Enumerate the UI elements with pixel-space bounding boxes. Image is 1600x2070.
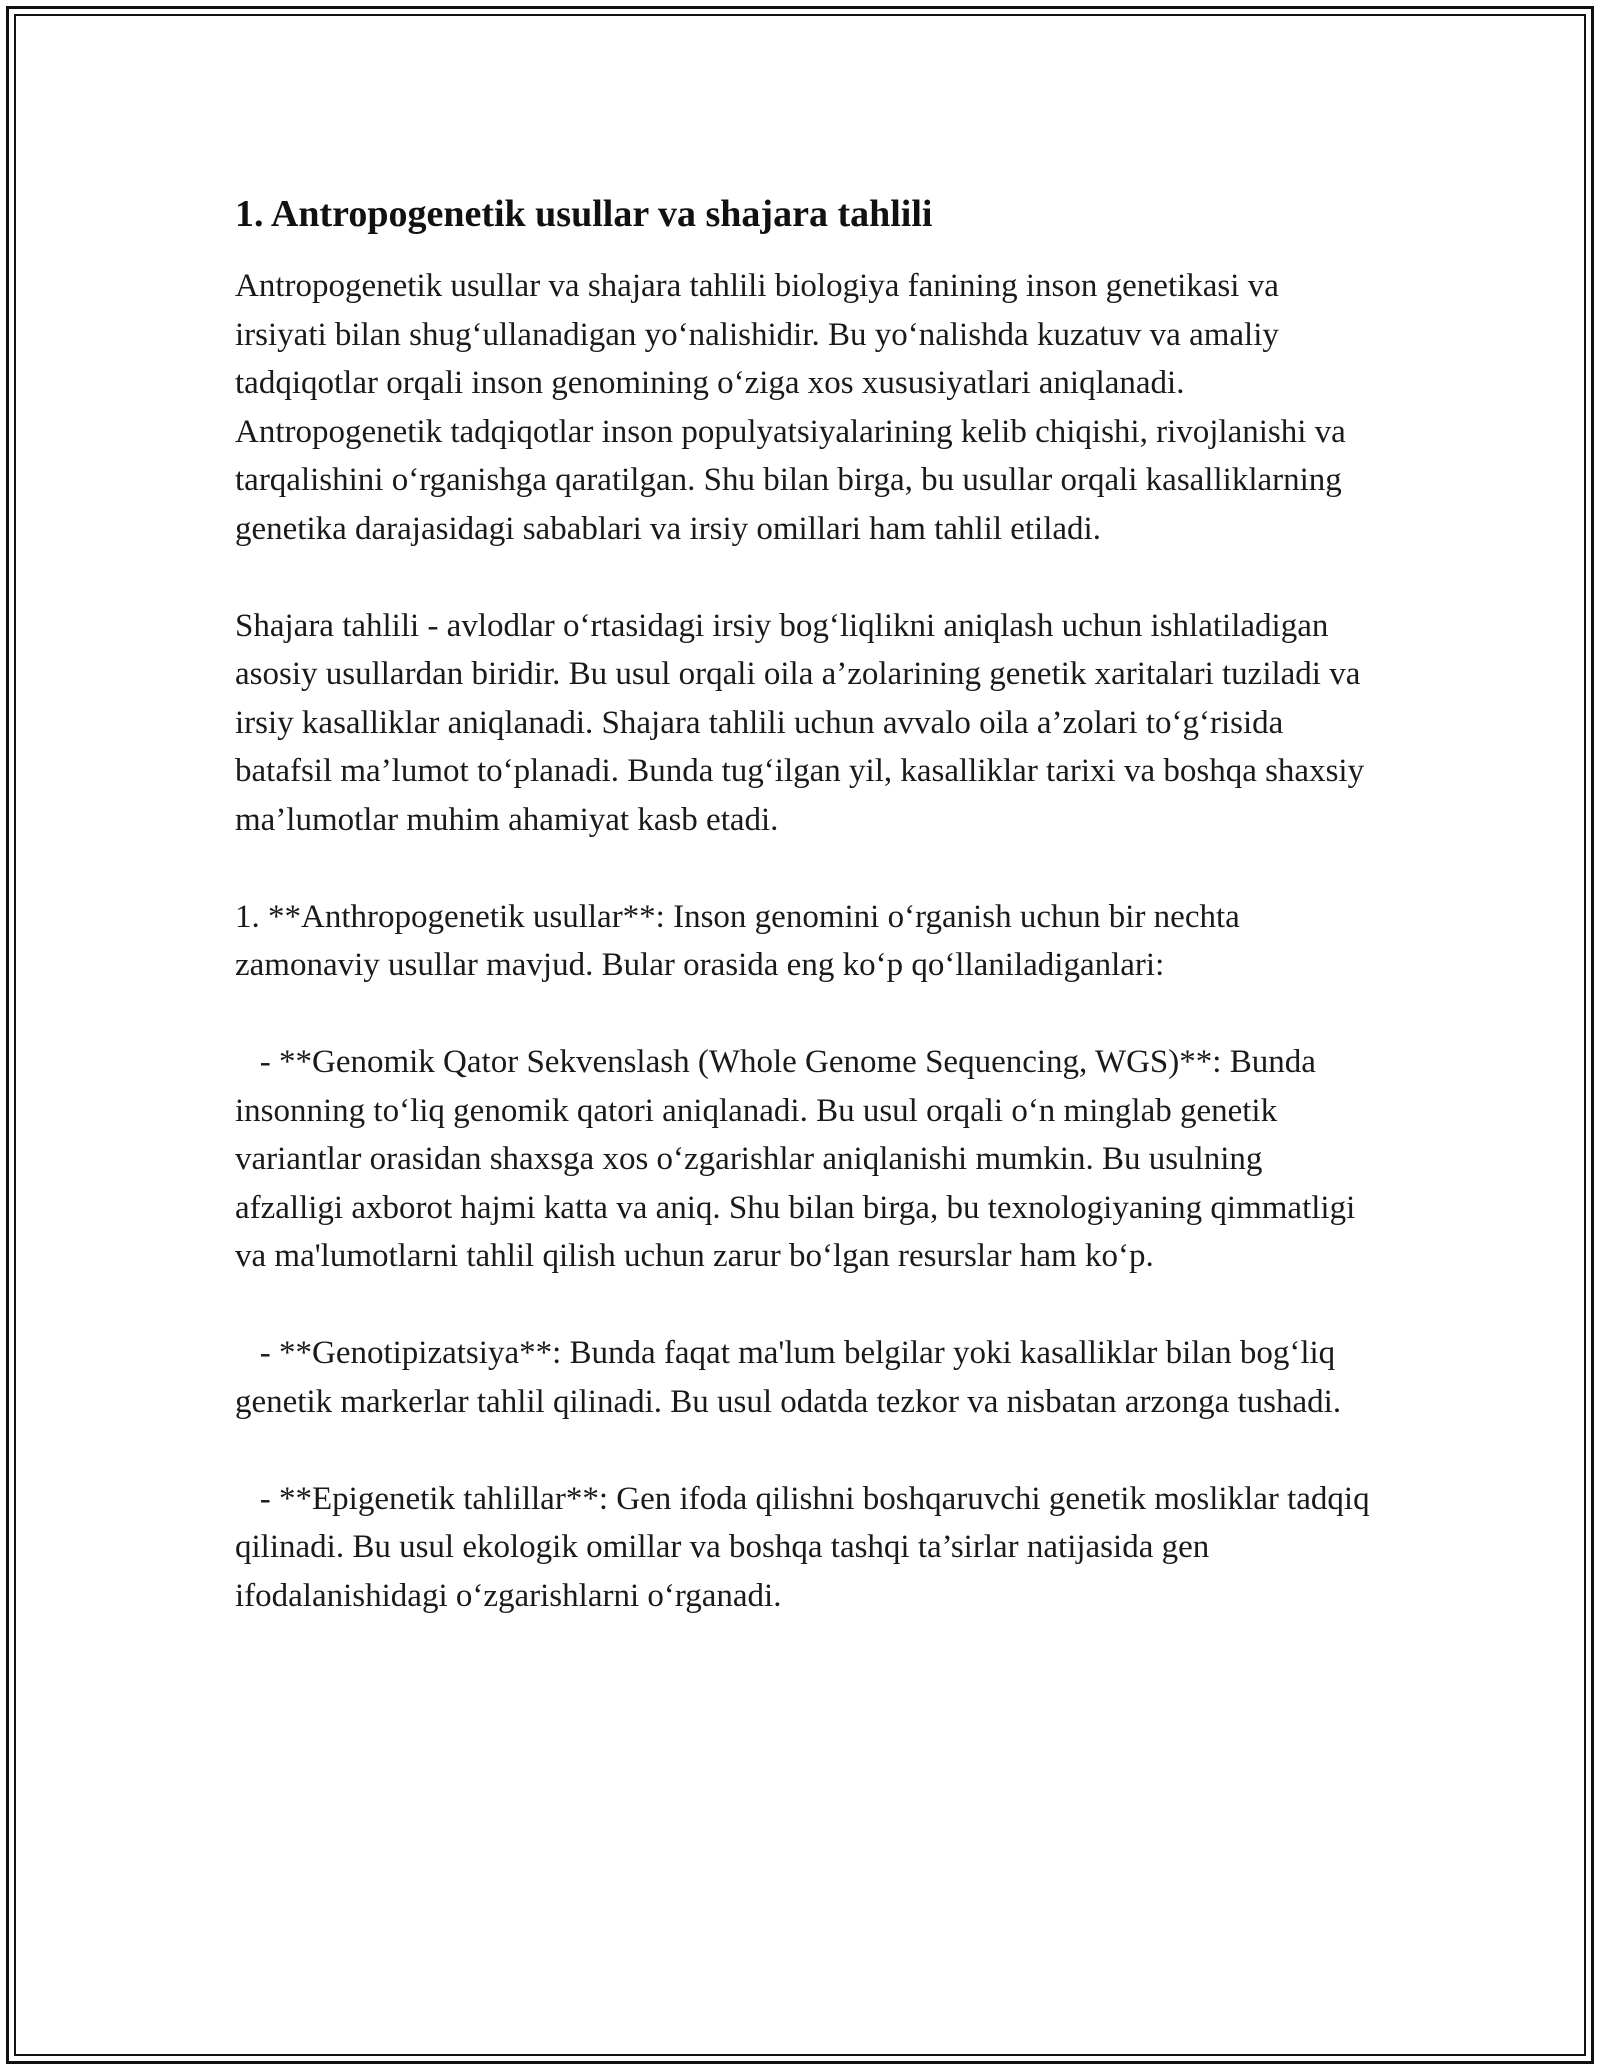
intro-paragraph: Antropogenetik usullar va shajara tahlili biologiya fanining inson genetikasi va irsiyati bilan shug‘ullanadigan yo‘nalishidir. Bu yo‘nalishda kuzatuv va amaliy tadqiqotlar orqali inson genomining o‘ziga xos xususiyatlari aniqlanadi. Antropogenetik tadqiqotlar inson populyatsiyalarining kelib chiqishi, rivojlanishi va tarqalishini o‘rganishga qaratilgan. Shu bilan birga, bu usullar orqali kasalliklarning genetika darajasidagi sabablari va irsiy omillari ham tahlil etiladi. [235, 268, 1355, 547]
document-body [235, 186, 1378, 1669]
list-item-epigenetics: - **Epigenetik tahlillar**: Gen ifoda qilishni boshqaruvchi genetik mosliklar tadqiq qilinadi. Bu usul ekologik omillar va boshqa tashqi ta’sirlar natijasida gen ifodalanishidagi o‘zgarishlarni o‘rganadi. [235, 1480, 1378, 1614]
page-title: 1. Antropogenetik usullar va shajara tahlili [235, 193, 933, 235]
pedigree-paragraph: Shajara tahlili - avlodlar o‘rtasidagi irsiy bog‘liqlikni aniqlash uchun ishlatiladigan asosiy usullardan biridir. Bu usul orqali oila a’zolarining genetik xaritalari tuziladi va irsiy kasalliklar aniqlanadi. Shajara tahlili uchun avvalo oila a’zolari to‘g‘risida batafsil ma’lumot to‘planadi. Bunda tug‘ilgan yil, kasalliklar tarixi va boshqa shaxsiy ma’lumotlar muhim ahamiyat kasb etadi. [235, 607, 1373, 838]
list-item-genotyping: - **Genotipizatsiya**: Bunda faqat ma'lum belgilar yoki kasalliklar bilan bog‘liq genetik markerlar tahlil qilinadi. Bu usul odatda tezkor va nisbatan arzonga tushadi. [235, 1335, 1344, 1420]
list-item-wgs: - **Genomik Qator Sekvenslash (Whole Genome Sequencing, WGS)**: Bunda insonning to‘liq genomik qatori aniqlanadi. Bu usul orqali o‘n minglab genetik variantlar orasidan shaxsga xos o‘zgarishlar aniqlanishi mumkin. Bu usulning afzalligi axborot hajmi katta va aniq. Shu bilan birga, bu texnologiyaning qimmatligi va ma'lumotlarni tahlil qilish uchun zarur bo‘lgan resurslar ham ko‘p. [235, 1044, 1364, 1274]
methods-list-intro: 1. **Anthropogenetik usullar**: Inson genomini o‘rganish uchun bir nechta zamonaviy usullar mavjud. Bular orasida eng ko‘p qo‘llaniladiganlari: [235, 898, 1249, 983]
